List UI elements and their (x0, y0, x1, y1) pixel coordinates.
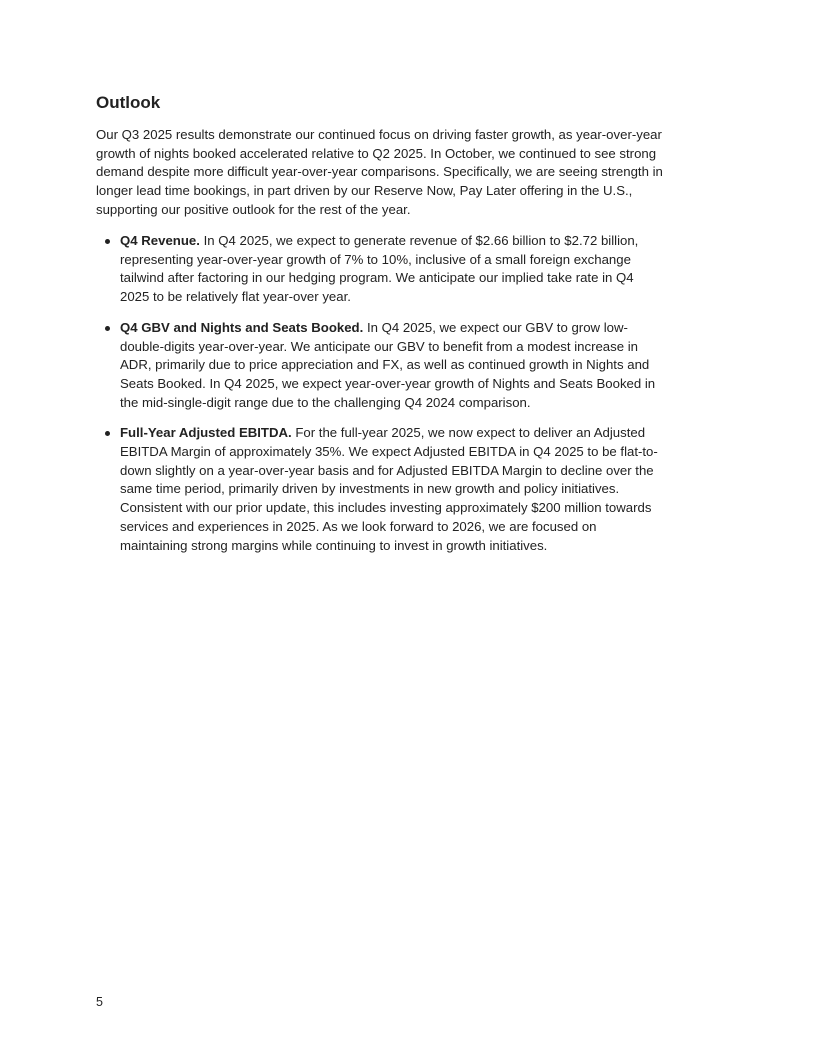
bullet-text: In Q4 2025, we expect our GBV to grow low-double-digits year-over-year. We anticipate our GBV to benefit from a modest increase in ADR, primarily due to price appreciation and FX, as well as continued growth in Nights and Seats Booked. In Q4 2025, we expect year-over-year growth of Nights and Seats Booked in the mid-single-digit range due to the challenging Q4 2024 comparison. (120, 319, 656, 410)
section-heading: Outlook (96, 93, 161, 112)
intro-paragraph: Our Q3 2025 results demonstrate our continued focus on driving faster growth, as year-over-year growth of nights booked accelerated relative to Q2 2025. In October, we continued to see strong demand despite more difficult year-over-year comparisons. Specifically, we are seeing strength in longer lead time bookings, in part driven by our Reserve Now, Pay Later offering in the U.S., supporting our positive outlook for the rest of the year. (96, 127, 663, 217)
bullet-title: Q4 GBV and Nights and Seats Booked. (120, 319, 364, 335)
bullet-dot-icon (105, 326, 110, 331)
bullet-title: Q4 Revenue. (120, 233, 200, 248)
bullet-title: Full-Year Adjusted EBITDA. (120, 425, 292, 441)
outlook-bullet-list (96, 232, 666, 567)
bullet-dot-icon (105, 431, 110, 436)
bullet-full-year-ebitda (96, 424, 666, 555)
bullet-text: For the full-year 2025, we now expect to deliver an Adjusted EBITDA Margin of approximately 35%. We expect Adjusted EBITDA in Q4 2025 to be flat-to-down slightly on a year-over-year basis and for Adjusted EBITDA Margin to decline over the same time period, primarily driven by investments in new growth and policy initiatives. Consistent with our prior update, this includes investing approximately $200 million towards services and experiences in 2025. As we look forward to 2026, we are focused on maintaining strong margins while continuing to invest in growth initiatives. (120, 425, 658, 553)
bullet-q4-gbv-nights (96, 319, 666, 413)
bullet-text: In Q4 2025, we expect to generate revenue of $2.66 billion to $2.72 billion, representing year-over-year growth of 7% to 10%, inclusive of a small foreign exchange tailwind after factoring in our hedging program. We anticipate our implied take rate in Q4 2025 to be relatively flat year-over year. (120, 233, 639, 305)
bullet-q4-revenue (96, 232, 666, 307)
page-number: 5 (96, 995, 103, 1009)
bullet-dot-icon (105, 239, 110, 244)
